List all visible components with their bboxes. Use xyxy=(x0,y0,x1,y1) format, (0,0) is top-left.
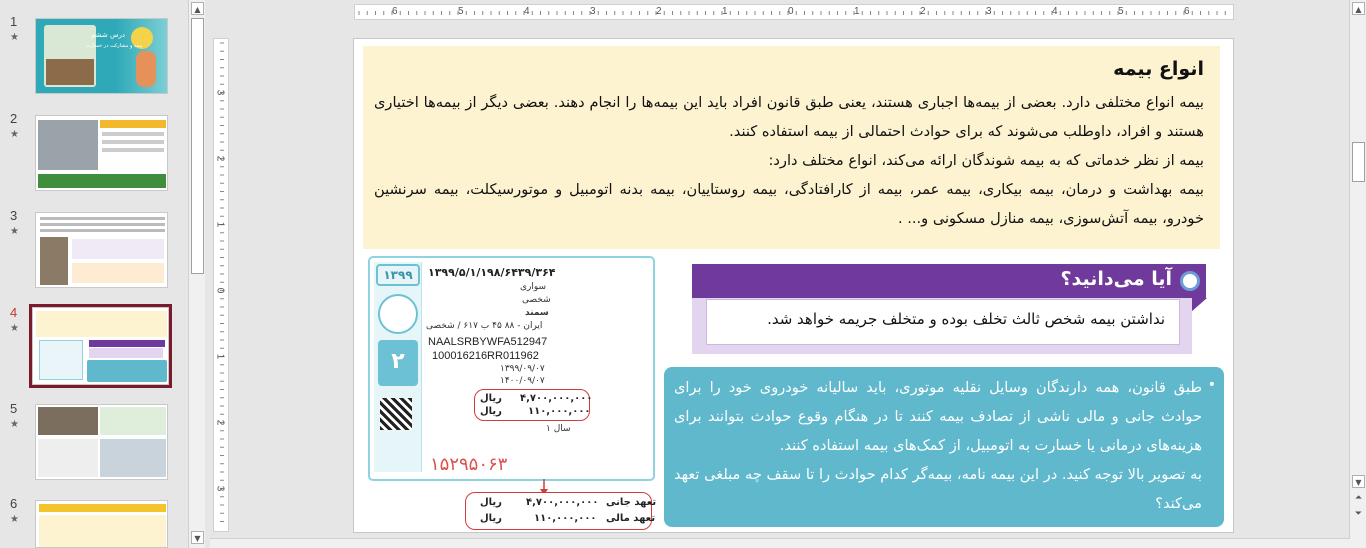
duration: ۱ سال xyxy=(546,424,571,434)
end-date: ۱۴۰۰/۰۹/۰۷ xyxy=(500,376,545,386)
zoom-prop-amount: ۱۱۰,۰۰۰,۰۰۰ xyxy=(534,513,597,524)
ruler-ticks xyxy=(214,39,230,533)
editor-scrollbar[interactable] xyxy=(1349,0,1366,548)
horizontal-scrollbar[interactable] xyxy=(210,538,1350,548)
ruler-label: 4 xyxy=(524,6,530,17)
thumbnail-image xyxy=(35,18,168,94)
paragraph-2: بیمه از نظر خدماتی که به بیمه شوندگان ارائه می‌کند، انواع مختلف دارد: xyxy=(768,152,1204,169)
card-line-3: سمند xyxy=(525,308,549,318)
ruler-label: 3 xyxy=(214,89,226,96)
star-icon: ★ xyxy=(10,32,19,43)
ruler-ticks xyxy=(355,5,1235,21)
thumbnail-scrollbar[interactable] xyxy=(188,0,205,548)
ruler-label: 5 xyxy=(1118,6,1124,17)
scroll-down-button[interactable]: ▼ xyxy=(1352,475,1365,488)
paragraph-1: بیمه انواع مختلفی دارد. بعضی از بیمه‌ها اجباری هستند، یعنی طبق قانون افراد باید این بیمه‌ها را انجام دهند. بعضی دیگر از بیمه‌ها اختیاری هستند و افراد، داوطلب می‌شوند که برای حوادث احتمالی از بیمه استفاده کنند. xyxy=(374,94,1204,140)
ruler-label: 1 xyxy=(722,6,728,17)
thumbnail-title: درس ششم xyxy=(91,31,126,39)
ruler-label: 1 xyxy=(214,221,226,228)
paragraph-3: بیمه بهداشت و درمان، بیمه بیکاری، بیمه عمر، بیمه از کارافتادگی، بیمه روستاییان، بیمه بدنه اتومبیل و موتورسیکلت، بیمه سرنشین خودرو، بیمه آتش‌سوزی، بیمه منازل مسکونی و... . xyxy=(374,181,1204,227)
zoomed-coverage-box xyxy=(465,492,657,530)
star-icon: ★ xyxy=(10,514,19,525)
circle-bullet-icon xyxy=(1180,271,1200,291)
third-party-badge: ۲ xyxy=(378,340,418,386)
qr-code-icon xyxy=(380,398,412,430)
year-badge: ۱۳۹۹ xyxy=(376,264,420,286)
engine-number: 100016216RR011962 xyxy=(432,350,539,362)
star-icon: ★ xyxy=(10,226,19,237)
types-of-insurance-box[interactable] xyxy=(363,46,1220,249)
card-line-1: سواری xyxy=(520,282,547,292)
did-you-know-header[interactable] xyxy=(692,264,1206,298)
thumbnail-number: 3 xyxy=(10,208,18,223)
thumbnail-number: 2 xyxy=(10,111,18,126)
vin-number: NAALSRBYWFA512947 xyxy=(428,336,548,348)
ruler-label: 6 xyxy=(1184,6,1190,17)
star-icon: ★ xyxy=(10,129,19,140)
zoom-fin-amount: ۴,۷۰۰,۰۰۰,۰۰۰ xyxy=(526,497,599,508)
zoom-currency: ریال xyxy=(480,497,502,508)
ruler-label: 0 xyxy=(788,6,794,17)
slide-canvas[interactable] xyxy=(353,38,1234,533)
question-text: به تصویر بالا توجه کنید. در این بیمه نامه، بیمه‌گر کدام حوادث را تا سقف چه مبلغی تعهد می‌کند؟ xyxy=(673,466,1202,512)
scrollbar-thumb[interactable] xyxy=(1352,142,1365,182)
ruler-label: 3 xyxy=(986,6,992,17)
ruler-label: 1 xyxy=(214,353,226,360)
thumbnail-image xyxy=(35,500,168,548)
ruler-label: 5 xyxy=(458,6,464,17)
thumbnail-number: 5 xyxy=(10,401,18,416)
ruler-label: 4 xyxy=(1052,6,1058,17)
card-currency: ریال xyxy=(480,393,502,404)
star-icon: ★ xyxy=(10,323,19,334)
card-fin-amount: ۴,۷۰۰,۰۰۰,۰۰۰ xyxy=(520,393,593,404)
did-you-know-title: آیا می‌دانید؟ xyxy=(1060,268,1172,290)
thumbnail-subtitle: بیمه و مشارکت در خسارت xyxy=(86,43,143,49)
card-prop-amount: ۱۱۰,۰۰۰,۰۰۰ xyxy=(528,406,591,417)
corner-fold-icon xyxy=(1191,298,1207,312)
bullet-icon: • xyxy=(1207,377,1216,393)
thumbnail-image xyxy=(35,115,168,191)
scrollbar-thumb[interactable] xyxy=(191,18,204,274)
ruler-label: 2 xyxy=(920,6,926,17)
legal-requirement-box[interactable] xyxy=(664,367,1224,527)
scroll-up-button[interactable]: ▲ xyxy=(1352,2,1365,15)
ruler-label: 3 xyxy=(590,6,596,17)
serial-number: ۱۵۲۹۵۰۶۳ xyxy=(430,454,508,474)
ruler-label: 1 xyxy=(854,6,860,17)
ruler-label: 3 xyxy=(214,485,226,492)
card-line-4: ایران - ۸۸ ۴۵ ب ۶۱۷ / شخصی xyxy=(426,321,543,331)
ruler-label: 2 xyxy=(214,419,226,426)
start-date: ۱۳۹۹/۰۹/۰۷ xyxy=(500,364,545,374)
zoom-fin-label: تعهد جانی xyxy=(606,497,657,508)
thumbnail-image xyxy=(32,307,169,385)
scroll-up-button[interactable]: ▲ xyxy=(191,2,204,15)
policy-number: ۱۳۹۹/۵/۱/۱۹۸/۶۴۳۹/۳۶۴ xyxy=(428,266,556,279)
ruler-label: 0 xyxy=(214,287,226,294)
thumbnail-image xyxy=(35,404,168,480)
card-line-2: شخصی xyxy=(522,295,551,305)
thumbnail-number: 1 xyxy=(10,14,18,29)
slide-thumbnail-pane[interactable] xyxy=(0,0,188,548)
thumbnail-number: 6 xyxy=(10,496,18,511)
ruler-label: 2 xyxy=(214,155,226,162)
thumbnail-number: 4 xyxy=(10,305,18,320)
scroll-down-button[interactable]: ▼ xyxy=(191,531,204,544)
slide-title: انواع بیمه xyxy=(1113,58,1204,80)
thumbnail-image xyxy=(35,212,168,288)
next-slide-icon[interactable]: ⏷ xyxy=(1354,509,1363,519)
legal-text: طبق قانون، همه دارندگان وسایل نقلیه موتوری، باید سالیانه خودروی خود را برای حوادث جانی و مالی ناشی از تصادف بیمه کنند تا در هنگام وقوع حوادث بتوانند برای هزینه‌های درمانی یا خسارت به اتومبیل، از کمک‌های بیمه استفاده کنند. xyxy=(674,379,1202,454)
star-icon: ★ xyxy=(10,419,19,430)
zoom-currency-2: ریال xyxy=(480,513,502,524)
ruler-label: 2 xyxy=(656,6,662,17)
zoom-prop-label: تعهد مالی xyxy=(606,513,656,524)
previous-slide-icon[interactable]: ⏶ xyxy=(1354,493,1363,503)
vertical-ruler xyxy=(213,38,229,532)
horizontal-ruler xyxy=(354,4,1234,20)
did-you-know-textbox[interactable] xyxy=(706,299,1180,345)
card-currency-2: ریال xyxy=(480,406,502,417)
did-you-know-text: نداشتن بیمه شخص ثالث تخلف بوده و متخلف جریمه خواهد شد. xyxy=(767,310,1165,328)
insurance-certificate-image xyxy=(368,256,655,481)
ruler-label: 6 xyxy=(392,6,398,17)
